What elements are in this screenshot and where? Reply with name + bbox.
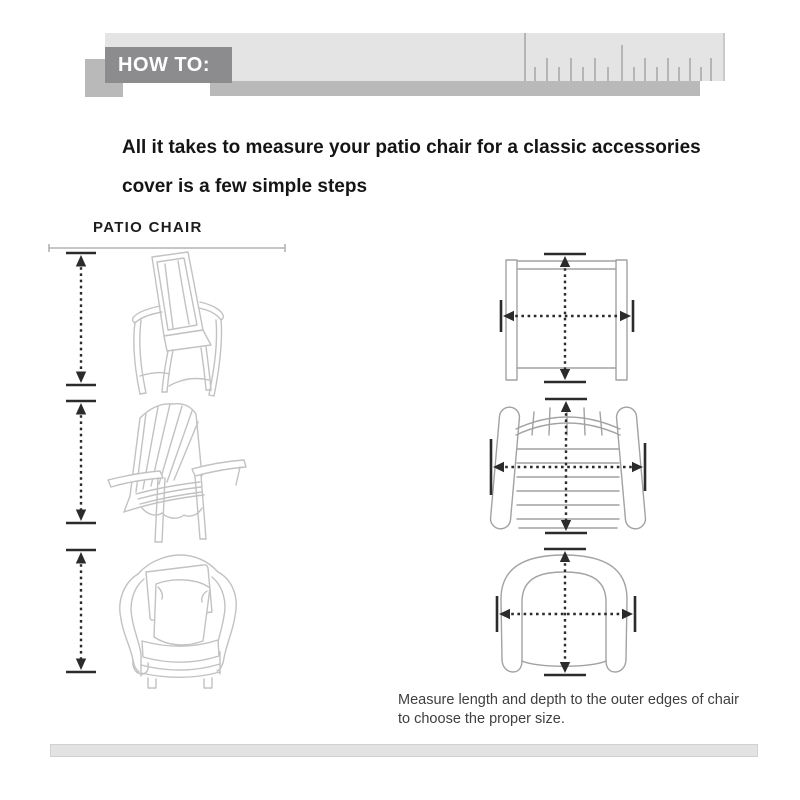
measure-caption <box>398 691 748 729</box>
side-view-wicker-chair <box>106 546 254 692</box>
top-view-square-seat <box>495 250 640 390</box>
section-label: PATIO CHAIR <box>93 219 203 236</box>
height-arrow-row3 <box>63 548 99 674</box>
intro-line-1: All it takes to measure your patio chair for a classic accessories <box>122 137 701 158</box>
how-to-badge <box>105 47 232 83</box>
caption-line-2: to choose the proper size. <box>398 711 565 727</box>
side-view-dining-chair <box>118 250 240 400</box>
height-arrow-row2 <box>63 399 99 525</box>
intro-line-2: cover is a few simple steps <box>122 176 368 197</box>
top-view-rounded-seat <box>492 544 642 684</box>
height-arrow-row1 <box>63 251 99 387</box>
footer-divider-bar <box>50 744 758 757</box>
length-depth-arrows <box>501 254 633 382</box>
caption-line-1: Measure length and depth to the outer edges of chair <box>398 692 739 708</box>
side-view-adirondack-chair <box>98 398 263 545</box>
top-view-adirondack-seat <box>486 395 650 541</box>
header-shadow-bar <box>210 81 700 96</box>
how-to-label: HOW TO: <box>118 53 211 76</box>
intro-text <box>122 128 701 206</box>
